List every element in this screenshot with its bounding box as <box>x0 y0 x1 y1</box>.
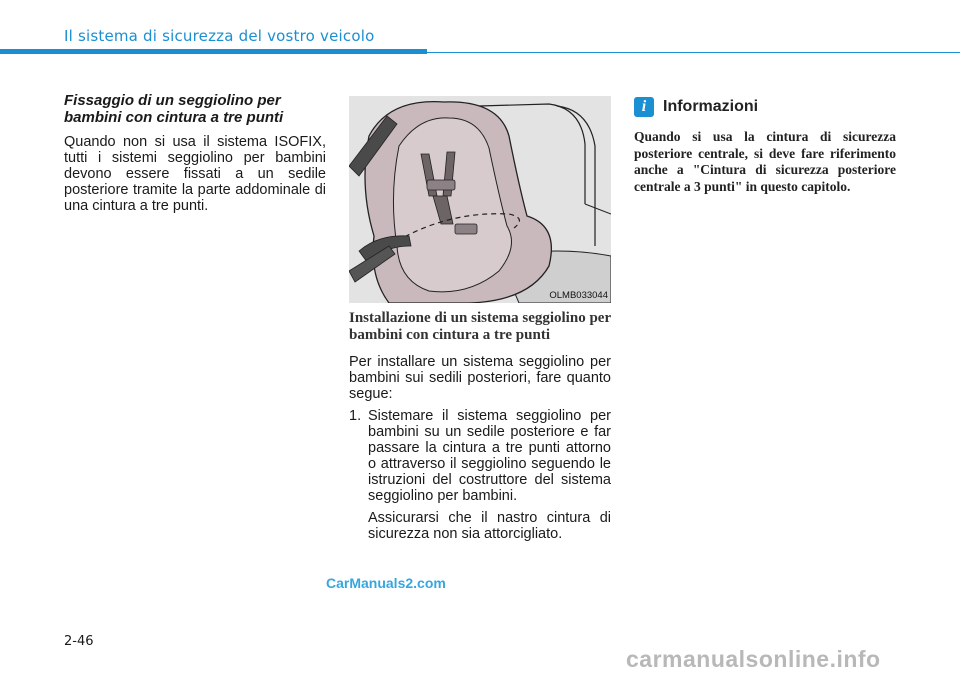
install-steps <box>349 408 611 542</box>
page-number: 2-46 <box>64 634 94 649</box>
child-seat-illustration <box>349 96 611 303</box>
figure-code: OLMB033044 <box>549 290 608 301</box>
install-heading: Installazione di un sistema seggiolino per bambini con cintura a tre punti <box>349 310 611 343</box>
info-icon: i <box>634 97 654 117</box>
section-heading: Fissaggio di un seggiolino per bambini con cintura a tre punti <box>64 92 284 126</box>
chapter-title: Il sistema di sicurezza del vostro veicolo <box>64 27 375 45</box>
section-body: Quando non si usa il sistema ISOFIX, tutti i sistemi seggiolino per bambini devono essere fissati a un sedile posteriore tramite la parte addominale di una cintura a tre punti. <box>64 134 326 214</box>
install-intro: Per installare un sistema seggiolino per bambini sui sedili posteriori, fare quanto segue: <box>349 354 611 402</box>
watermark-footer: carmanualsonline.info <box>626 646 881 672</box>
header-rule-thin <box>427 52 960 53</box>
info-header <box>634 97 896 117</box>
column-middle <box>349 310 611 548</box>
list-item <box>349 408 611 542</box>
column-left <box>64 92 326 214</box>
step-text: Sistemare il sistema seggiolino per bambini su un sedile posteriore e far passare la cintura a tre punti attorno o attraverso il seggiolino seguendo le istruzioni del costruttore del sistema seggiolino per bambini. <box>368 408 611 504</box>
step-note: Assicurarsi che il nastro cintura di sicurezza non sia attorcigliato. <box>368 510 611 542</box>
watermark-link[interactable]: CarManuals2.com <box>326 575 446 591</box>
header-rule-thick <box>0 49 427 54</box>
step-number: 1. <box>349 408 362 424</box>
child-seat-drawing <box>349 96 611 303</box>
info-text: Quando si usa la cintura di sicurezza posteriore centrale, si deve fare riferimento anche a "Cintura di sicurezza posteriore centrale a 3 punti" in questo capitolo. <box>634 129 896 194</box>
info-title: Informazioni <box>663 98 759 115</box>
info-box <box>634 97 896 195</box>
